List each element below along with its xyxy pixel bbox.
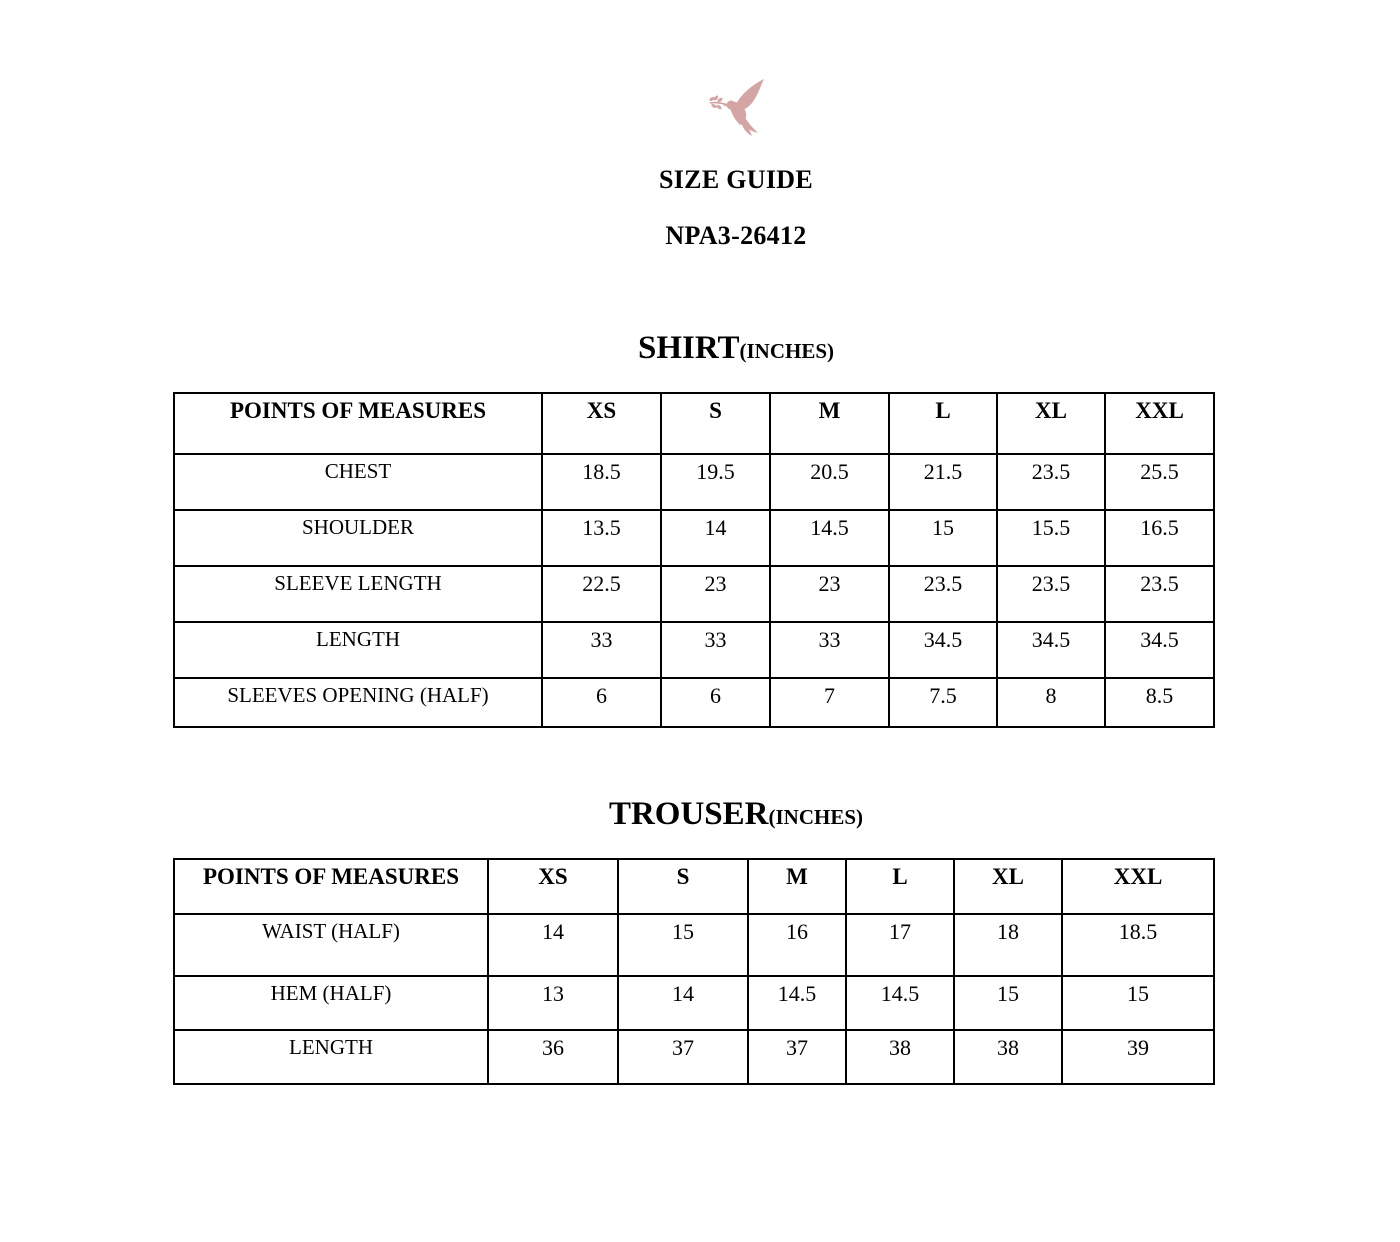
table-cell: 38 — [846, 1030, 954, 1084]
row-label: CHEST — [174, 454, 542, 510]
shirt-heading-unit: (INCHES) — [739, 339, 835, 363]
column-header: XS — [488, 859, 618, 914]
row-label: HEM (HALF) — [174, 976, 488, 1030]
trouser-heading — [0, 796, 1400, 833]
brand-logo — [700, 75, 772, 137]
table-cell: 14 — [488, 914, 618, 976]
shirt-heading-text: SHIRT — [637, 330, 740, 366]
table-cell: 33 — [542, 622, 661, 678]
table-cell: 21.5 — [889, 454, 997, 510]
table-cell: 6 — [542, 678, 661, 727]
row-label: SLEEVE LENGTH — [174, 566, 542, 622]
table-cell: 23.5 — [997, 566, 1105, 622]
table-cell: 15 — [618, 914, 748, 976]
column-header: S — [661, 393, 770, 454]
column-header: L — [889, 393, 997, 454]
table-cell: 14 — [618, 976, 748, 1030]
column-header: XXL — [1062, 859, 1214, 914]
trouser-heading-unit: (INCHES) — [768, 805, 864, 829]
table-cell: 22.5 — [542, 566, 661, 622]
table-cell: 23 — [661, 566, 770, 622]
shirt-size-table — [173, 392, 1215, 728]
dove-with-olive-branch-icon — [700, 75, 772, 137]
table-cell: 15.5 — [997, 510, 1105, 566]
column-header: XL — [997, 393, 1105, 454]
table-cell: 17 — [846, 914, 954, 976]
table-cell: 20.5 — [770, 454, 889, 510]
table-cell: 7 — [770, 678, 889, 727]
row-label: WAIST (HALF) — [174, 914, 488, 976]
table-cell: 14.5 — [846, 976, 954, 1030]
table-cell: 18 — [954, 914, 1062, 976]
column-header: S — [618, 859, 748, 914]
table-cell: 18.5 — [1062, 914, 1214, 976]
table-cell: 23.5 — [997, 454, 1105, 510]
row-label: SLEEVES OPENING (HALF) — [174, 678, 542, 727]
table-row — [174, 678, 1214, 727]
table-cell: 39 — [1062, 1030, 1214, 1084]
column-header: XS — [542, 393, 661, 454]
table-cell: 33 — [770, 622, 889, 678]
table-cell: 18.5 — [542, 454, 661, 510]
table-cell: 33 — [661, 622, 770, 678]
table-cell: 16 — [748, 914, 846, 976]
table-cell: 25.5 — [1105, 454, 1214, 510]
table-row — [174, 622, 1214, 678]
style-code: NPA3-26412 — [665, 221, 807, 250]
table-cell: 13.5 — [542, 510, 661, 566]
table-cell: 37 — [748, 1030, 846, 1084]
table-cell: 34.5 — [997, 622, 1105, 678]
trouser-heading-text: TROUSER — [608, 796, 769, 832]
column-header: XXL — [1105, 393, 1214, 454]
table-row — [174, 1030, 1214, 1084]
shirt-heading — [0, 330, 1400, 367]
table-cell: 23 — [770, 566, 889, 622]
table-cell: 7.5 — [889, 678, 997, 727]
table-cell: 14.5 — [748, 976, 846, 1030]
column-header: POINTS OF MEASURES — [174, 859, 488, 914]
table-cell: 38 — [954, 1030, 1062, 1084]
table-cell: 23.5 — [1105, 566, 1214, 622]
column-header: POINTS OF MEASURES — [174, 393, 542, 454]
table-row — [174, 454, 1214, 510]
table-cell: 13 — [488, 976, 618, 1030]
table-cell: 15 — [1062, 976, 1214, 1030]
row-label: LENGTH — [174, 1030, 488, 1084]
column-header: XL — [954, 859, 1062, 914]
table-row — [174, 566, 1214, 622]
table-cell: 16.5 — [1105, 510, 1214, 566]
table-cell: 34.5 — [889, 622, 997, 678]
table-row — [174, 976, 1214, 1030]
table-cell: 15 — [954, 976, 1062, 1030]
table-row — [174, 510, 1214, 566]
table-cell: 8 — [997, 678, 1105, 727]
table-row — [174, 914, 1214, 976]
page-title: SIZE GUIDE — [659, 165, 813, 194]
table-cell: 34.5 — [1105, 622, 1214, 678]
table-cell: 37 — [618, 1030, 748, 1084]
table-cell: 36 — [488, 1030, 618, 1084]
table-header-row — [174, 859, 1214, 914]
table-cell: 15 — [889, 510, 997, 566]
row-label: LENGTH — [174, 622, 542, 678]
table-cell: 14 — [661, 510, 770, 566]
table-header-row — [174, 393, 1214, 454]
row-label: SHOULDER — [174, 510, 542, 566]
table-cell: 14.5 — [770, 510, 889, 566]
table-cell: 23.5 — [889, 566, 997, 622]
table-cell: 6 — [661, 678, 770, 727]
table-cell: 8.5 — [1105, 678, 1214, 727]
trouser-size-table — [173, 858, 1215, 1085]
column-header: M — [770, 393, 889, 454]
table-cell: 19.5 — [661, 454, 770, 510]
column-header: M — [748, 859, 846, 914]
column-header: L — [846, 859, 954, 914]
